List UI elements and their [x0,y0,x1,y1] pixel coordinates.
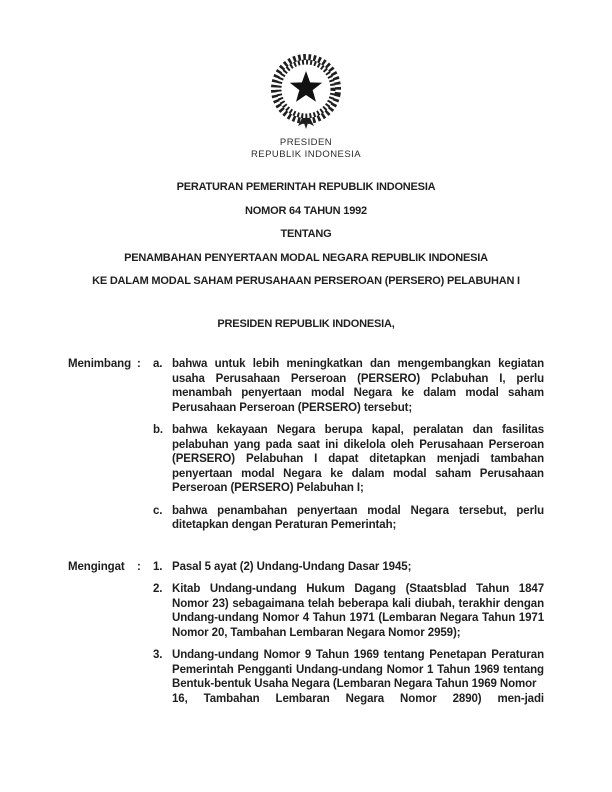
mengingat-items [153,560,544,707]
menimbang-item-b [153,423,544,496]
ribbon-tie-icon [298,118,314,129]
presidential-emblem-icon [266,50,346,132]
item-marker: a. [153,358,163,370]
menimbang-items [153,357,544,533]
org-line-presiden: PRESIDEN [279,137,333,148]
item-text: bahwa untuk lebih meningkatkan dan mengembangkan kegiatan usaha Perusahaan Perseroan (PERSERO) Pclabuhan I, perlu menambah penyertaan modal Negara ke dalam modal saham Perusahaan Perseroan (PERSERO) tersebut; [172,358,544,414]
mengingat-colon: : [137,560,141,573]
star-icon [290,71,322,102]
item-text: Kitab Undang-undang Hukum Dagang (Staatsblad Tahun 1847 Nomor 23) sebagaimana telah beberapa kali diubah, terakhir dengan Undang-undang Nomor 4 Tahun 1971 (Lembaran Negara Tahun 1971 Nomor 20, Tambahan Lembaran Negara Nomor 2959); [172,583,544,639]
item-text: bahwa kekayaan Negara berupa kapal, peralatan dan fasilitas pelabuhan yang pada saat ini dikelola oleh Perusahaan Perseroan (PERSERO) Pelabuhan I dapat ditetapkan menjadi tambahan penyertaan modal Negara ke dalam modal saham Perusahaan Perseroan (PERSERO) Pelabuhan I; [172,424,544,494]
menimbang-item-a [153,357,544,415]
mengingat-item-1 [153,560,544,575]
menimbang-section [68,357,544,533]
title-regulation-name: PERATURAN PEMERINTAH REPUBLIK INDONESIA [176,181,436,193]
item-marker: 1. [153,560,163,573]
mengingat-label: Mengingat [68,560,125,573]
item-text: bahwa penambahan penyertaan modal Negara tersebut, perlu ditetapkan dengan Peraturan Pemerintah; [172,504,544,531]
title-tentang: TENTANG [280,228,332,240]
mengingat-section [68,560,544,707]
document-title-block [68,180,544,288]
item-text-main: Undang-undang Nomor 9 Tahun 1969 tentang Penetapan Peraturan Pemerintah Pengganti Undang-undang Nomor 1 Tahun 1969 tentang Bentuk-bentuk Usaha Negara (Lembaran Negara Tahun 1969 Nomor [172,649,544,690]
mengingat-item-3 [153,648,544,706]
mengingat-item-2 [153,582,544,640]
item-marker: 3. [153,649,163,661]
item-marker: b. [153,424,164,436]
menimbang-item-c [153,504,544,533]
item-marker: 2. [153,583,163,595]
menimbang-colon: : [137,358,141,370]
document-header [68,50,544,160]
title-subject-line-1: PENAMBAHAN PENYERTAAN MODAL NEGARA REPUBLIK INDONESIA [124,251,488,264]
item-marker: c. [153,504,163,517]
item-text-last-line: 16, Tambahan Lembaran Negara Nomor 2890) men-jadi [172,692,544,705]
title-regulation-number: NOMOR 64 TAHUN 1992 [245,204,367,217]
title-subject-line-2: KE DALAM MODAL SAHAM PERUSAHAAN PERSEROAN (PERSERO) PELABUHAN I [92,275,520,287]
org-line-republik-indonesia: REPUBLIK INDONESIA [251,148,361,160]
item-text [172,648,544,706]
salutation-line: PRESIDEN REPUBLIK INDONESIA, [217,318,395,330]
menimbang-label: Menimbang [68,358,131,370]
item-text: Pasal 5 ayat (2) Undang-Undang Dasar 1945; [172,560,412,573]
